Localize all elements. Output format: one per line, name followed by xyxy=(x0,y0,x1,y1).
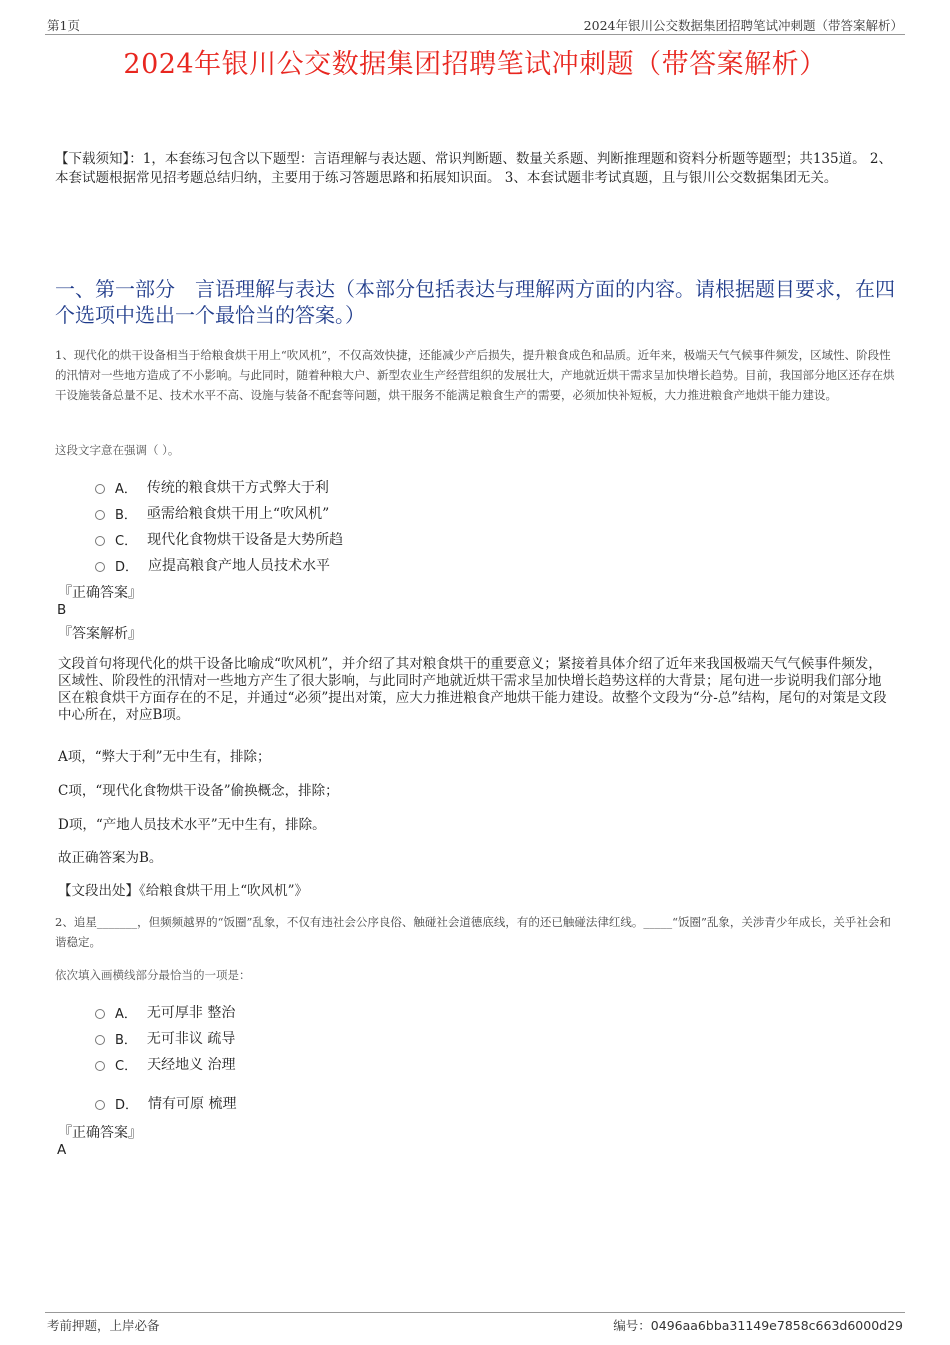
question-2-option-a[interactable] xyxy=(95,1002,235,1022)
question-2-option-b[interactable] xyxy=(95,1028,235,1048)
question-2-answer-label: 『正确答案』 xyxy=(58,1125,142,1141)
radio-icon[interactable] xyxy=(95,1009,105,1019)
radio-icon[interactable] xyxy=(95,1100,105,1110)
footer-slogan: 考前押题，上岸必备 xyxy=(47,1318,160,1333)
question-1-conclusion: 故正确答案为B。 xyxy=(58,850,163,866)
question-2-option-d[interactable] xyxy=(95,1093,236,1113)
radio-icon[interactable] xyxy=(95,536,105,546)
section-heading: 一、第一部分 言语理解与表达（本部分包括表达与理解两方面的内容。请根据题目要求，在四个选项中选出一个最恰当的答案。） xyxy=(55,277,895,327)
option-letter: C． xyxy=(115,533,138,549)
radio-icon[interactable] xyxy=(95,510,105,520)
option-text: 天经地义 治理 xyxy=(147,1057,236,1073)
question-1-note-d: D项，“产地人员技术水平”无中生有，排除。 xyxy=(58,817,326,833)
question-1-option-b[interactable] xyxy=(95,503,329,523)
question-1-option-a[interactable] xyxy=(95,477,329,497)
question-1-note-c: C项，“现代化食物烘干设备”偷换概念，排除； xyxy=(58,783,339,799)
question-1-note-a: A项，“弊大于利”无中生有，排除； xyxy=(58,749,271,765)
option-letter: D． xyxy=(115,1097,139,1113)
option-letter: D． xyxy=(115,559,139,575)
radio-icon[interactable] xyxy=(95,1061,105,1071)
radio-icon[interactable] xyxy=(95,562,105,572)
footer-code-value: 0496aa6bba31149e7858c663d6000d29 xyxy=(650,1318,903,1333)
footer-code-label: 编号： xyxy=(613,1318,651,1333)
option-text: 应提高粮食产地人员技术水平 xyxy=(148,558,331,574)
question-1-answer-label: 『正确答案』 xyxy=(58,585,142,601)
header-doc-title: 2024年银川公交数据集团招聘笔试冲刺题（带答案解析） xyxy=(583,18,903,33)
question-1-analysis-label: 『答案解析』 xyxy=(58,626,142,642)
document-title: 2024年银川公交数据集团招聘笔试冲刺题（带答案解析） xyxy=(123,49,827,80)
question-1-analysis: 文段首句将现代化的烘干设备比喻成“吹风机”，并介绍了其对粮食烘干的重要意义；紧接着具体介绍了近年来我国极端天气气候事件频发，区域性、阶段性的汛情对一些地方产生了很大影响，与此同时产地就近烘干需求呈加快增长趋势这样的大背景；尾句进一步说明我们部分地区在粮食烘干方面存在的不足，并通过“必须”提出对策，应大力推进粮食产地烘干能力建设。故整个文段为“分-总”结构，尾句的对策是文段中心所在，对应B项。 xyxy=(58,656,887,723)
question-2-prompt: 依次填入画横线部分最恰当的一项是： xyxy=(55,968,251,982)
option-letter: A． xyxy=(115,1006,137,1022)
option-letter: B． xyxy=(115,507,137,523)
question-1-prompt: 这段文字意在强调（ ）。 xyxy=(55,443,180,457)
question-1-answer: B xyxy=(57,602,67,618)
page-footer xyxy=(45,1312,905,1333)
question-1-option-c[interactable] xyxy=(95,529,343,549)
question-1-option-d[interactable] xyxy=(95,555,330,575)
option-letter: B． xyxy=(115,1032,137,1048)
question-1-stem: 1、现代化的烘干设备相当于给粮食烘干用上“吹风机”，不仅高效快捷，还能减少产后损失，提升粮食成色和品质。近年来，极端天气气候事件频发，区域性、阶段性的汛情对一些地方造成了不小影响。与此同时，随着种粮大户、新型农业生产经营组织的发展壮大，产地就近烘干需求呈加快增长趋势。目前，我国部分地区还存在烘干设施装备总量不足、技术水平不高、设施与装备不配套等问题，烘干服务不能满足粮食生产的需要，必须加快补短板，大力推进粮食产地烘干能力建设。 xyxy=(55,348,895,402)
option-letter: C． xyxy=(115,1058,138,1074)
option-text: 无可非议 疏导 xyxy=(146,1031,236,1047)
option-letter: A． xyxy=(115,481,137,497)
footer-code xyxy=(613,1316,903,1334)
page-number: 第1页 xyxy=(47,18,80,33)
question-2-answer: A xyxy=(57,1142,67,1158)
page-header xyxy=(45,14,905,35)
question-2-option-c[interactable] xyxy=(95,1054,236,1074)
option-text: 亟需给粮食烘干用上“吹风机” xyxy=(146,506,330,522)
option-text: 现代化食物烘干设备是大势所趋 xyxy=(147,532,344,548)
option-text: 无可厚非 整治 xyxy=(146,1005,236,1021)
radio-icon[interactable] xyxy=(95,484,105,494)
option-text: 情有可原 梳理 xyxy=(148,1096,237,1112)
question-1-source: 【文段出处】《给粮食烘干用上“吹风机”》 xyxy=(58,883,309,899)
radio-icon[interactable] xyxy=(95,1035,105,1045)
question-2-stem: 2、追星_______，但频频越界的“饭圈”乱象，不仅有违社会公序良俗、触碰社会道德底线，有的还已触碰法律红线。_____“饭圈”乱象，关涉青少年成长，关乎社会和谐稳定。 xyxy=(55,915,891,949)
option-text: 传统的粮食烘干方式弊大于利 xyxy=(146,480,329,496)
download-notice: 【下载须知】：1，本套练习包含以下题型：言语理解与表达题、常识判断题、数量关系题、判断推理题和资料分析题等题型；共135道。 2、本套试题根据常见招考题总结归纳，主要用于练习答题思路和拓展知识面。 3、本套试题非考试真题，且与银川公交数据集团无关。 xyxy=(55,151,892,186)
